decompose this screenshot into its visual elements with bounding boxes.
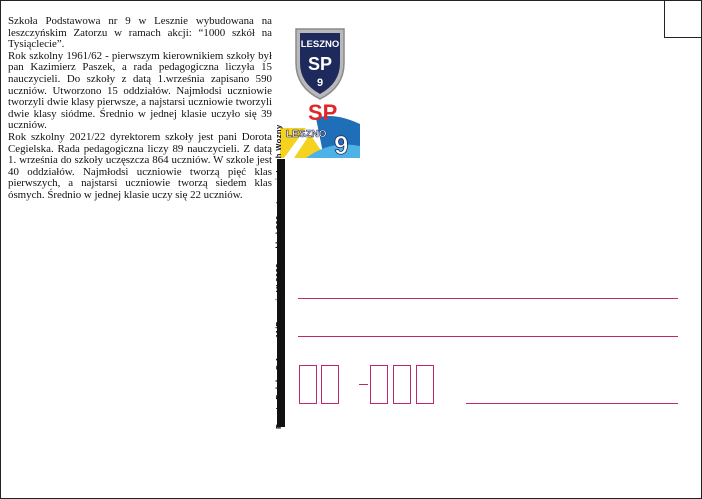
modern-logo-letters: SP	[308, 100, 338, 125]
zip-box	[299, 365, 317, 404]
modern-logo-city: LESZNO	[286, 129, 327, 140]
shield-city-text: LESZNO	[300, 39, 340, 50]
stamp-area	[664, 1, 701, 38]
description-text	[8, 16, 272, 202]
school-modern-logo	[280, 100, 362, 160]
address-line-1	[298, 298, 678, 299]
address-line-2	[298, 336, 678, 337]
paragraph-1961: Rok szkolny 1961/62 - pierwszym kierownikiem szkoły był pan Kazimierz Paszek, a rada pedagogiczna liczyła 15 nauczycieli. Do szkoły z datą 1.września zapisano 590 uczniów. Utworzono 15 oddziałów. Najmłodsi uczniowie tworzyli dwie klasy pierwsze, a najstarsi uczniowie tworzyli dwie klasy siódme. Średnio w jednej klasie uczyło się 39 uczniów.	[8, 49, 272, 132]
zip-separator	[359, 384, 368, 385]
modern-logo-number: 9	[334, 130, 349, 160]
imprint-text: Poczta Polska S.A., nr 11/Poznań, VI 2022, nakład 500 szt., proj. Lech Wozny	[274, 124, 283, 429]
paragraph-2021: Rok szkolny 2021/22 dyrektorem szkoły jest pani Dorota Cegielska. Rada pedagogiczna liczy 89 nauczycieli. Z datą 1. września do szkoły uczęszcza 864 uczniów. W szkole jest 40 oddziałów. Najmłodsi uczniowie tworzą pięć klas pierwszych, a najstarsi uczniowie tworzą siedem klas ósmych. Średnio w jednej klasie uczy się 22 uczniów.	[8, 130, 272, 201]
shield-number: 9	[316, 77, 324, 89]
zip-box	[416, 365, 434, 404]
city-line	[466, 403, 678, 404]
paragraph-intro: Szkoła Podstawowa nr 9 w Lesznie wybudowana na leszczyńskim Zatorzu w ramach akcji: “1000 szkół na Tysiąclecie”.	[8, 15, 272, 51]
shield-letters: SP	[307, 54, 333, 74]
zip-box	[393, 365, 411, 404]
zip-box	[321, 365, 339, 404]
zip-box	[370, 365, 388, 404]
school-shield-logo	[292, 25, 348, 102]
